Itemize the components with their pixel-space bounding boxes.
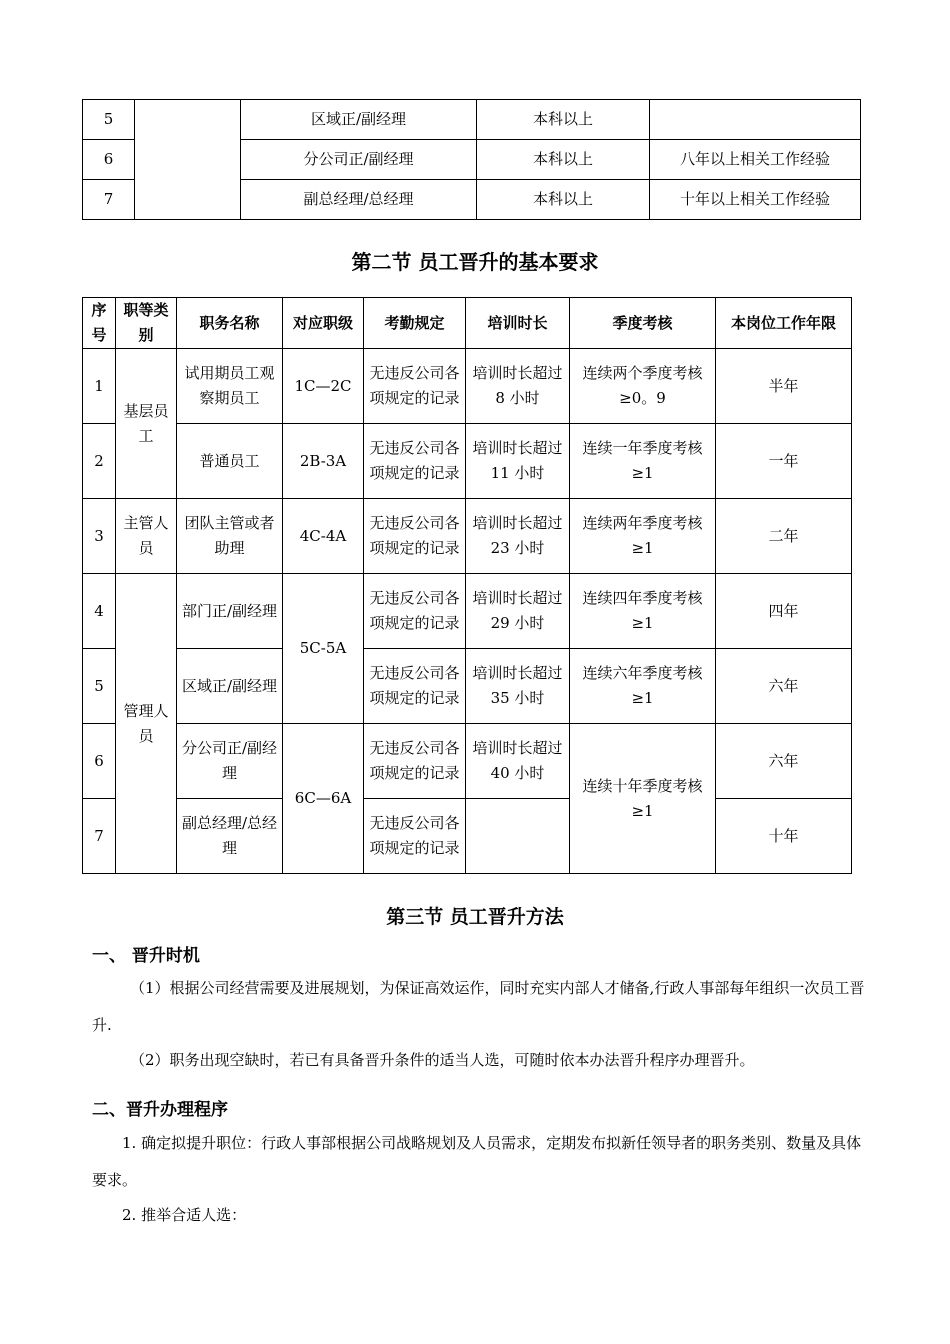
attendance-cell: 无违反公司各项规定的记录 [364,724,466,799]
row-number: 6 [83,724,116,799]
experience: 十年以上相关工作经验 [650,180,861,220]
training-cell [466,799,570,874]
training-cell: 培训时长超过 40 小时 [466,724,570,799]
row-number: 7 [83,180,135,220]
attendance-cell: 无违反公司各项规定的记录 [364,499,466,574]
training-cell: 培训时长超过 23 小时 [466,499,570,574]
subheading-timing: 一、 晋升时机 [92,946,200,966]
education: 本科以上 [477,140,650,180]
row-number: 3 [83,499,116,574]
section-3-title: 第三节 员工晋升方法 [386,906,564,928]
years-cell: 四年 [716,574,852,649]
review-cell: 连续一年季度考核≥1 [570,424,716,499]
row-number: 2 [83,424,116,499]
category-cell: 基层员工 [116,349,177,499]
category-cell: 主管人员 [116,499,177,574]
attendance-cell: 无违反公司各项规定的记录 [364,574,466,649]
attendance-cell: 无违反公司各项规定的记录 [364,649,466,724]
years-cell: 十年 [716,799,852,874]
review-cell: 连续十年季度考核≥1 [570,724,716,874]
table-row [83,424,852,499]
experience: 八年以上相关工作经验 [650,140,861,180]
grade-cell: 5C-5A [283,574,364,724]
attendance-cell: 无违反公司各项规定的记录 [364,424,466,499]
header-attendance: 考勤规定 [364,298,466,349]
years-cell: 二年 [716,499,852,574]
grade-cell: 4C-4A [283,499,364,574]
category-cell: 管理人员 [116,574,177,874]
review-cell: 连续四年季度考核≥1 [570,574,716,649]
experience [650,100,861,140]
job-title: 分公司正/副经理 [177,724,283,799]
grade-cell: 1C—2C [283,349,364,424]
row-number: 1 [83,349,116,424]
training-cell: 培训时长超过 11 小时 [466,424,570,499]
job-title: 区域正/副经理 [177,649,283,724]
table-row [83,349,852,424]
promotion-requirements-table [82,297,852,874]
row-number: 5 [83,100,135,140]
header-title: 职务名称 [177,298,283,349]
review-cell: 连续两年季度考核≥1 [570,499,716,574]
paragraph: 2. 推举合适人选： [122,1206,247,1224]
row-number: 7 [83,799,116,874]
grade-cell: 2B-3A [283,424,364,499]
header-review: 季度考核 [570,298,716,349]
years-cell: 六年 [716,724,852,799]
training-cell: 培训时长超过 35 小时 [466,649,570,724]
header-years: 本岗位工作年限 [716,298,852,349]
header-training: 培训时长 [466,298,570,349]
education: 本科以上 [477,100,650,140]
header-row [83,298,852,349]
review-cell: 连续两个季度考核≥0。9 [570,349,716,424]
paragraph: （2）职务出现空缺时，若已有具备晋升条件的适当人选，可随时依本办法晋升程序办理晋升。 [130,1051,755,1069]
education: 本科以上 [477,180,650,220]
header-no: 序号 [83,298,116,349]
job-title: 普通员工 [177,424,283,499]
table-row [83,649,852,724]
qualification-table [82,99,861,220]
table-row [83,574,852,649]
header-grade: 对应职级 [283,298,364,349]
job-title: 部门正/副经理 [177,574,283,649]
paragraph: （1）根据公司经营需要及进展规划，为保证高效运作，同时充实内部人才储备,行政人事部每年组织一次员工晋升. [92,979,865,1034]
attendance-cell: 无违反公司各项规定的记录 [364,349,466,424]
job-title: 副总经理/总经理 [241,180,477,220]
attendance-cell: 无违反公司各项规定的记录 [364,799,466,874]
table-row [83,724,852,799]
job-title: 区域正/副经理 [241,100,477,140]
table-row [83,799,852,874]
review-cell: 连续六年季度考核≥1 [570,649,716,724]
paragraph: 1. 确定拟提升职位：行政人事部根据公司战略规划及人员需求，定期发布拟新任领导者的职务类别、数量及具体要求。 [92,1134,862,1189]
job-title: 分公司正/副经理 [241,140,477,180]
job-title: 团队主管或者助理 [177,499,283,574]
years-cell: 半年 [716,349,852,424]
job-title: 试用期员工观察期员工 [177,349,283,424]
grade-cell: 6C—6A [283,724,364,874]
category-cell [135,100,241,220]
table-row [83,100,861,140]
header-category: 职等类别 [116,298,177,349]
training-cell: 培训时长超过 8 小时 [466,349,570,424]
subheading-procedure: 二、晋升办理程序 [92,1100,228,1120]
years-cell: 一年 [716,424,852,499]
section-2-title: 第二节 员工晋升的基本要求 [351,250,599,274]
row-number: 5 [83,649,116,724]
row-number: 4 [83,574,116,649]
training-cell: 培训时长超过 29 小时 [466,574,570,649]
table-row [83,499,852,574]
row-number: 6 [83,140,135,180]
job-title: 副总经理/总经理 [177,799,283,874]
years-cell: 六年 [716,649,852,724]
